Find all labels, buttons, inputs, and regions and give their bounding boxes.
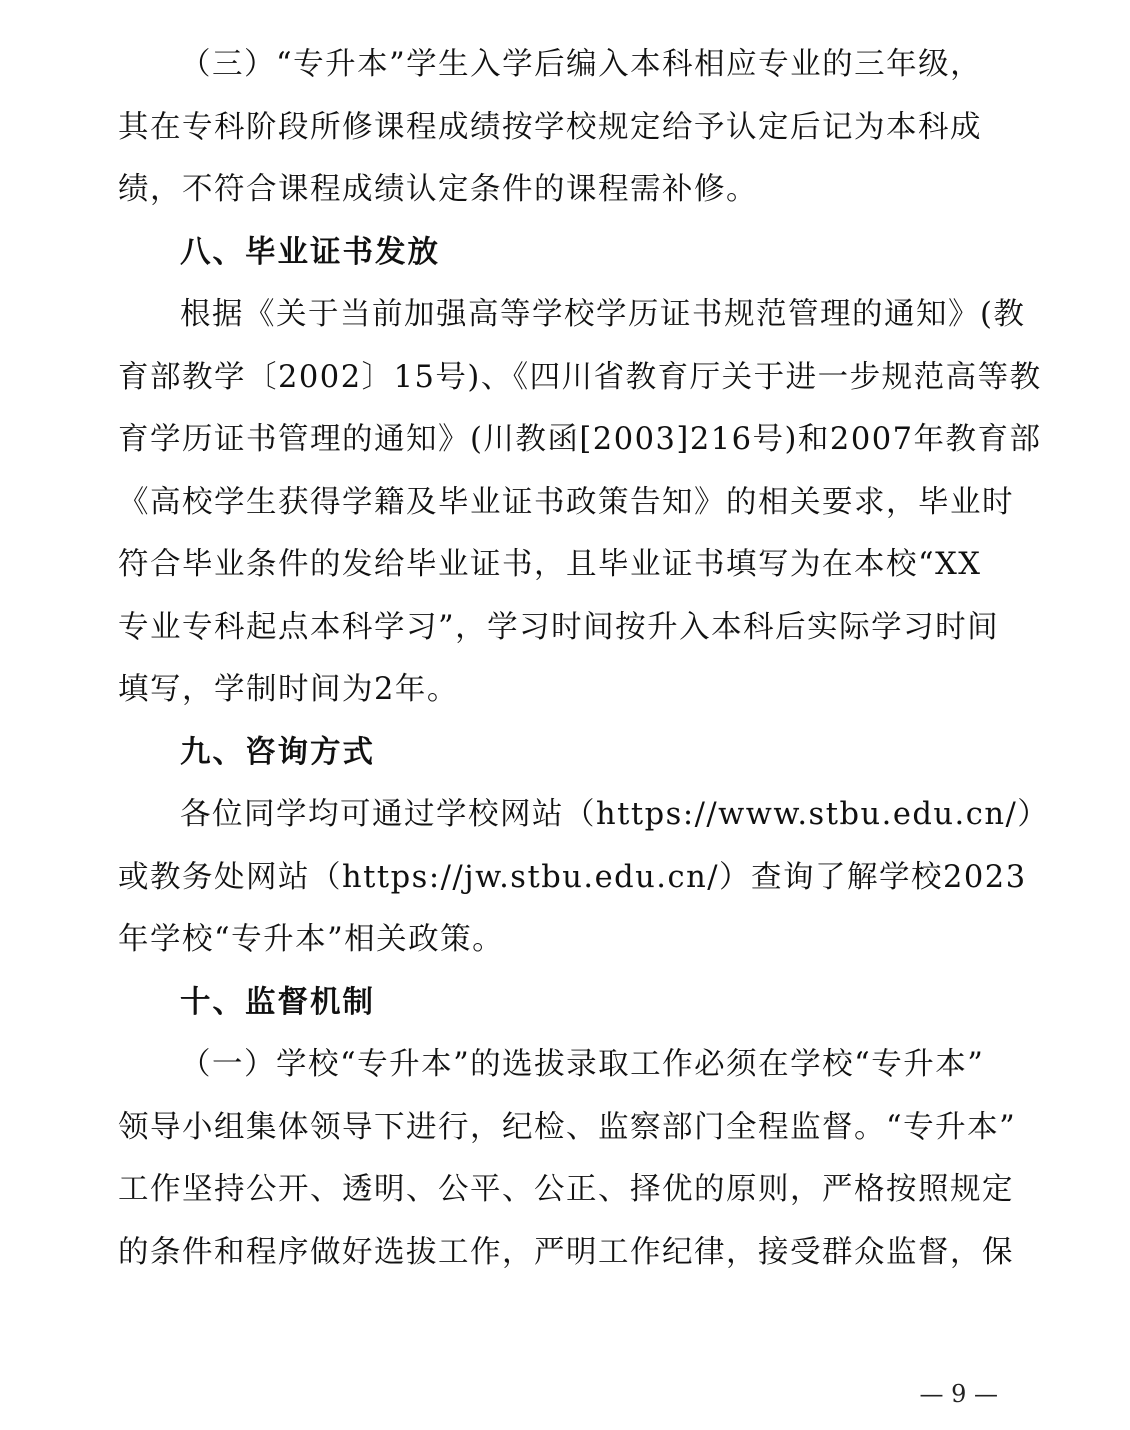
paragraph-line: 填写，学制时间为2年。 [118,672,459,707]
paragraph-line: 的条件和程序做好选拔工作，严明工作纪律，接受群众监督，保 [118,1234,1014,1270]
paragraph-line: 根据《关于当前加强高等学校学历证书规范管理的通知》(教 [180,297,1026,332]
section-heading-consultation: 九、咨询方式 [180,734,375,770]
paragraph-line: 育学历证书管理的通知》(川教函[2003]216号)和2007年教育部 [118,422,1042,457]
paragraph-line: 其在专科阶段所修课程成绩按学校规定给予认定后记为本科成 [118,109,982,145]
paragraph-line: 领导小组集体领导下进行，纪检、监察部门全程监督。“专升本” [118,1109,1017,1145]
paragraph-line: 年学校“专升本”相关政策。 [118,922,505,957]
paragraph-line: 《高校学生获得学籍及毕业证书政策告知》的相关要求，毕业时 [118,484,1014,520]
paragraph-line: （三）“专升本”学生入学后编入本科相应专业的三年级， [180,47,983,82]
document-body [118,34,1050,1284]
paragraph-line: （一）学校“专升本”的选拔录取工作必须在学校“专升本” [180,1047,985,1082]
paragraph-line: 专业专科起点本科学习”，学习时间按升入本科后实际学习时间 [118,609,1000,645]
paragraph-line: 符合毕业条件的发给毕业证书，且毕业证书填写为在本校“XX [118,547,982,582]
section-heading-graduation-certificate: 八、毕业证书发放 [180,234,440,270]
paragraph-line: 育部教学〔2002〕15号)、《四川省教育厅关于进一步规范高等教 [118,359,1042,395]
paragraph-line: 或教务处网站（https://jw.stbu.edu.cn/）查询了解学校2023 [118,859,1027,895]
paragraph-line: 工作坚持公开、透明、公平、公正、择优的原则，严格按照规定 [118,1172,1014,1207]
section-heading-supervision: 十、监督机制 [180,984,375,1020]
paragraph-line: 各位同学均可通过学校网站（https://www.stbu.edu.cn/） [180,797,1050,832]
page-number: — 9 — [919,1380,998,1408]
paragraph-line: 绩，不符合课程成绩认定条件的课程需补修。 [118,172,758,207]
